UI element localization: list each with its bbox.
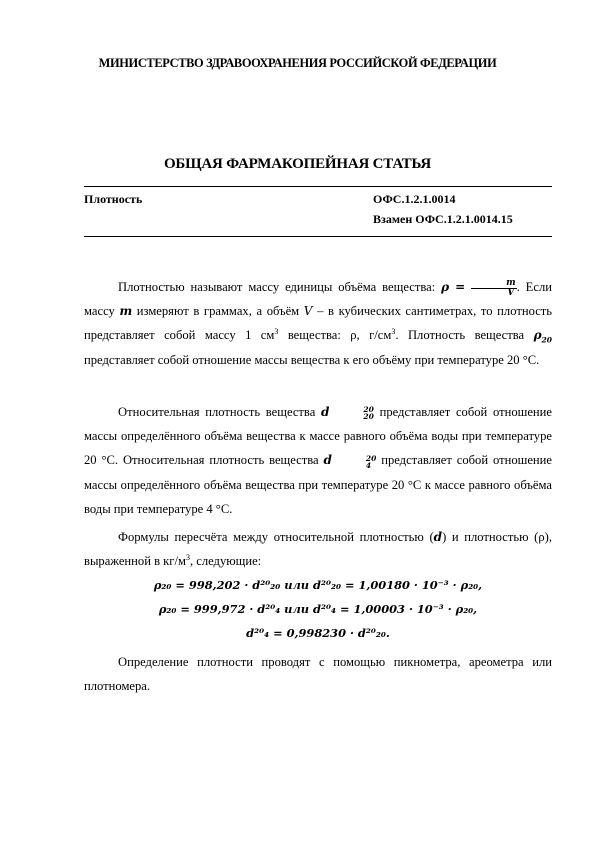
text: Относительная плотность вещества (118, 405, 316, 419)
formula-3: d²⁰₄ = 0,998230 · d²⁰₂₀. (246, 626, 390, 640)
header-top-rule (84, 186, 552, 187)
mass-symbol: m (119, 304, 133, 319)
text: – в кубических сантиметрах, то плотность представляет собой массу 1 см (84, 304, 553, 343)
text: представляет собой отношение массы определённого объёма вещества при температуре 20 °С к массе равного объёма воды при температуре 4 °С. (84, 453, 552, 516)
paragraph-determination (84, 650, 552, 698)
superscript: 20 (363, 405, 374, 415)
superscript: 3 (391, 327, 396, 337)
fraction-numerator: m (471, 279, 517, 289)
subscript: 4 (365, 460, 372, 470)
superscript: 3 (274, 327, 279, 337)
subscript: 20 (363, 412, 374, 422)
text: Определение плотности проводят с помощью пикнометра, ареометра или плотномера. (84, 655, 552, 694)
d-symbol: d (433, 530, 443, 544)
formula-1: ρ₂₀ = 998,202 · d²⁰₂₀ или d²⁰₂₀ = 1,00180 · 10⁻³ · ρ₂₀, (153, 578, 483, 592)
document-type-title: ОБЩАЯ ФАРМАКОПЕЙНАЯ СТАТЬЯ (163, 156, 432, 172)
article-code: ОФС.1.2.1.0014 (373, 192, 456, 206)
superscript: 3 (185, 553, 190, 563)
text: вещества: ρ, г/см (287, 328, 392, 343)
subscript: 20 (541, 335, 552, 345)
fraction-denominator: V (507, 287, 515, 298)
text: . Плотность вещества (395, 328, 525, 343)
equals-sign: = (455, 280, 466, 294)
d-indices (332, 455, 376, 469)
d-symbol: d (323, 453, 332, 468)
paragraph-conversion-formulas (84, 525, 552, 573)
formula-2: ρ₂₀ = 999,972 · d²⁰₄ или d²⁰₄ = 1,00003 · 10⁻³ · ρ₂₀, (158, 602, 478, 616)
rho-symbol: ρ (441, 280, 450, 294)
volume-symbol: V (303, 304, 313, 319)
text: Формулы пересчёта между относительной плотностью ( (118, 530, 434, 544)
mass-over-volume-fraction (471, 279, 517, 298)
text: Плотностью называют массу единицы объёма вещества: (118, 280, 436, 294)
text: . Если массу (84, 280, 552, 319)
article-name: Плотность (84, 192, 143, 206)
superscript: 20 (365, 453, 377, 463)
text: представляет собой отношение массы определённого объёма вещества к массе равного объёма воды при температуре 20 °С. Относительная плотность вещества (84, 405, 553, 468)
text: , следующие: (189, 554, 262, 569)
d-symbol: d (321, 405, 330, 419)
rho-symbol: ρ (533, 328, 542, 343)
header-bottom-rule (84, 236, 552, 237)
text: ) и плотностью (ρ), выраженной в кг/м (84, 530, 552, 569)
article-replaces: Взамен ОФС.1.2.1.0014.15 (373, 212, 513, 226)
paragraph-density-definition (84, 275, 552, 372)
ministry-title: МИНИСТЕРСТВО ЗДРАВООХРАНЕНИЯ РОССИЙСКОЙ ФЕДЕРАЦИИ (98, 56, 497, 70)
text: представляет собой отношение массы вещества к его объёму при температуре 20 °С. (84, 352, 540, 367)
text: измеряют в граммах, а объём (136, 304, 300, 319)
d-indices (329, 406, 373, 420)
paragraph-relative-density (84, 400, 552, 521)
